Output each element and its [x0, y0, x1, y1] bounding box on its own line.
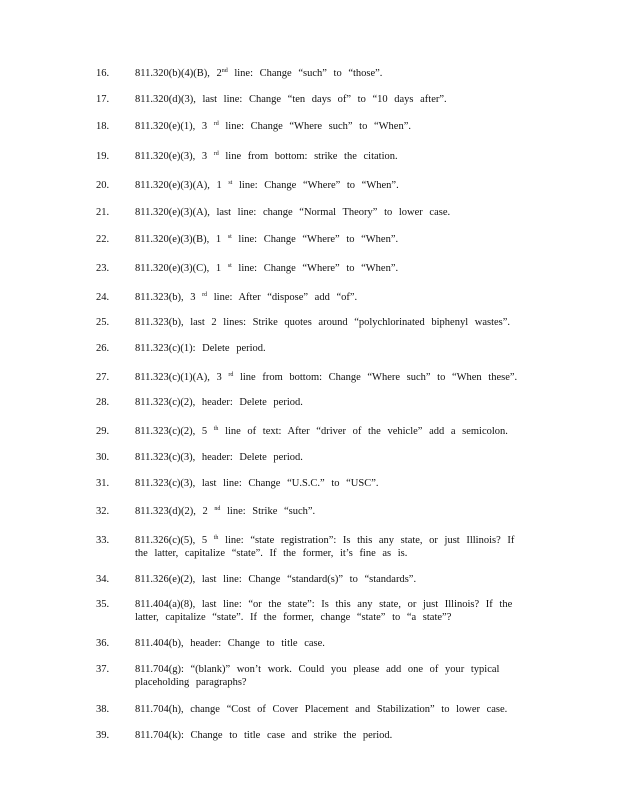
text-segment: 811.323(c)(2), 5: [135, 426, 214, 437]
item-text: [135, 206, 530, 219]
text-segment: 811.320(e)(1), 3: [135, 121, 214, 132]
item-text: [135, 598, 530, 624]
item-number: 28.: [96, 397, 110, 408]
item-number: 29.: [96, 426, 110, 437]
text-segment: 811.320(e)(3)(C), 1: [135, 263, 228, 274]
text-segment: 811.704(g): “(blank)” won’t work. Could you please add one of your typical placeholding paragraphs?: [135, 664, 500, 688]
text-segment: line: Change “Where such” to “When”.: [218, 121, 411, 132]
item-text: [135, 663, 530, 689]
text-segment: line: “state registration”: Is this any state, or just Illinois? If the latter, capitalize “state”. If the former, it’s fine as is.: [135, 535, 515, 559]
item-text: [135, 534, 530, 560]
item-number: 34.: [96, 574, 110, 585]
item-number: 25.: [96, 317, 110, 328]
item-text: [135, 451, 530, 464]
text-segment: 811.323(c)(2), header: Delete period.: [135, 397, 303, 408]
text-segment: 811.323(c)(1): Delete period.: [135, 343, 266, 354]
text-segment: 811.323(b), last 2 lines: Strike quotes around “polychlorinated biphenyl wastes”.: [135, 317, 511, 328]
text-segment: 811.323(d)(2), 2: [135, 506, 215, 517]
item-number: 37.: [96, 664, 110, 675]
ordinal-suffix: st: [227, 234, 232, 240]
text-segment: 811.404(b), header: Change to title case.: [135, 638, 325, 649]
text-segment: 811.320(e)(3), 3: [135, 151, 214, 162]
item-number: 30.: [96, 452, 110, 463]
text-segment: line from bottom: strike the citation.: [218, 151, 398, 162]
item-number: 21.: [96, 207, 110, 218]
item-number: 27.: [96, 372, 110, 383]
item-text: [135, 477, 530, 490]
text-segment: line: Change “such” to “those”.: [227, 68, 383, 79]
item-text: [135, 342, 530, 355]
item-text: [135, 233, 530, 246]
text-segment: line from bottom: Change “Where such” to “When these”.: [233, 372, 518, 383]
ordinal-suffix: th: [213, 535, 219, 541]
item-text: [135, 262, 530, 275]
text-segment: 811.320(e)(3)(A), 1: [135, 180, 229, 191]
item-number: 24.: [96, 292, 110, 303]
text-segment: 811.323(b), 3: [135, 292, 203, 303]
text-segment: 811.320(b)(4)(B), 2: [135, 68, 222, 79]
item-text: [135, 120, 530, 133]
item-text: [135, 425, 530, 438]
item-text: [135, 67, 530, 80]
text-segment: line of text: After “driver of the vehicle” add a semicolon.: [218, 426, 508, 437]
item-text: [135, 573, 530, 586]
text-segment: 811.323(c)(3), last line: Change “U.S.C.” to “USC”.: [135, 478, 379, 489]
item-number: 38.: [96, 704, 110, 715]
text-segment: line: Change “Where” to “When”.: [231, 263, 399, 274]
item-text: [135, 396, 530, 409]
text-segment: line: Change “Where” to “When”.: [232, 180, 399, 191]
text-segment: 811.704(k): Change to title case and strike the period.: [135, 730, 393, 741]
ordinal-suffix: th: [213, 426, 219, 432]
ordinal-suffix: st: [227, 263, 232, 269]
ordinal-suffix: rd: [213, 151, 219, 157]
item-number: 33.: [96, 535, 110, 546]
ordinal-suffix: rd: [228, 372, 234, 378]
item-number: 26.: [96, 343, 110, 354]
item-number: 36.: [96, 638, 110, 649]
item-number: 22.: [96, 234, 110, 245]
item-number: 32.: [96, 506, 110, 517]
text-segment: 811.320(e)(3)(B), 1: [135, 234, 228, 245]
text-segment: 811.326(c)(5), 5: [135, 535, 214, 546]
ordinal-suffix: st: [228, 180, 233, 186]
item-text: [135, 703, 530, 716]
item-text: [135, 371, 530, 384]
ordinal-suffix: rd: [213, 121, 219, 127]
item-text: [135, 150, 530, 163]
item-text: [135, 291, 530, 304]
item-text: [135, 729, 530, 742]
item-text: [135, 316, 530, 329]
item-number: 18.: [96, 121, 110, 132]
text-segment: line: After “dispose” add “of”.: [207, 292, 358, 303]
item-text: [135, 637, 530, 650]
item-number: 35.: [96, 599, 110, 610]
item-text: [135, 505, 530, 518]
text-segment: line: Change “Where” to “When”.: [231, 234, 399, 245]
text-segment: 811.320(e)(3)(A), last line: change “Normal Theory” to lower case.: [135, 207, 451, 218]
item-number: 20.: [96, 180, 110, 191]
ordinal-suffix: nd: [214, 506, 221, 512]
item-number: 17.: [96, 94, 110, 105]
text-segment: 811.326(e)(2), last line: Change “standard(s)” to “standards”.: [135, 574, 417, 585]
ordinal-suffix: rd: [202, 292, 208, 298]
item-number: 23.: [96, 263, 110, 274]
item-number: 31.: [96, 478, 110, 489]
text-segment: line: Strike “such”.: [220, 506, 316, 517]
text-segment: 811.320(d)(3), last line: Change “ten days of” to “10 days after”.: [135, 94, 447, 105]
text-segment: 811.704(h), change “Cost of Cover Placement and Stabilization” to lower case.: [135, 704, 508, 715]
item-number: 39.: [96, 730, 110, 741]
item-number: 16.: [96, 68, 110, 79]
ordinal-suffix: nd: [221, 68, 228, 74]
item-text: [135, 179, 530, 192]
text-segment: 811.323(c)(1)(A), 3: [135, 372, 229, 383]
item-number: 19.: [96, 151, 110, 162]
text-segment: 811.323(c)(3), header: Delete period.: [135, 452, 303, 463]
item-text: [135, 93, 530, 106]
text-segment: 811.404(a)(8), last line: “or the state”: Is this any state, or just Illinois? If the latter, capitalize “state”. If the former, change “state” to “a state”?: [135, 599, 513, 623]
